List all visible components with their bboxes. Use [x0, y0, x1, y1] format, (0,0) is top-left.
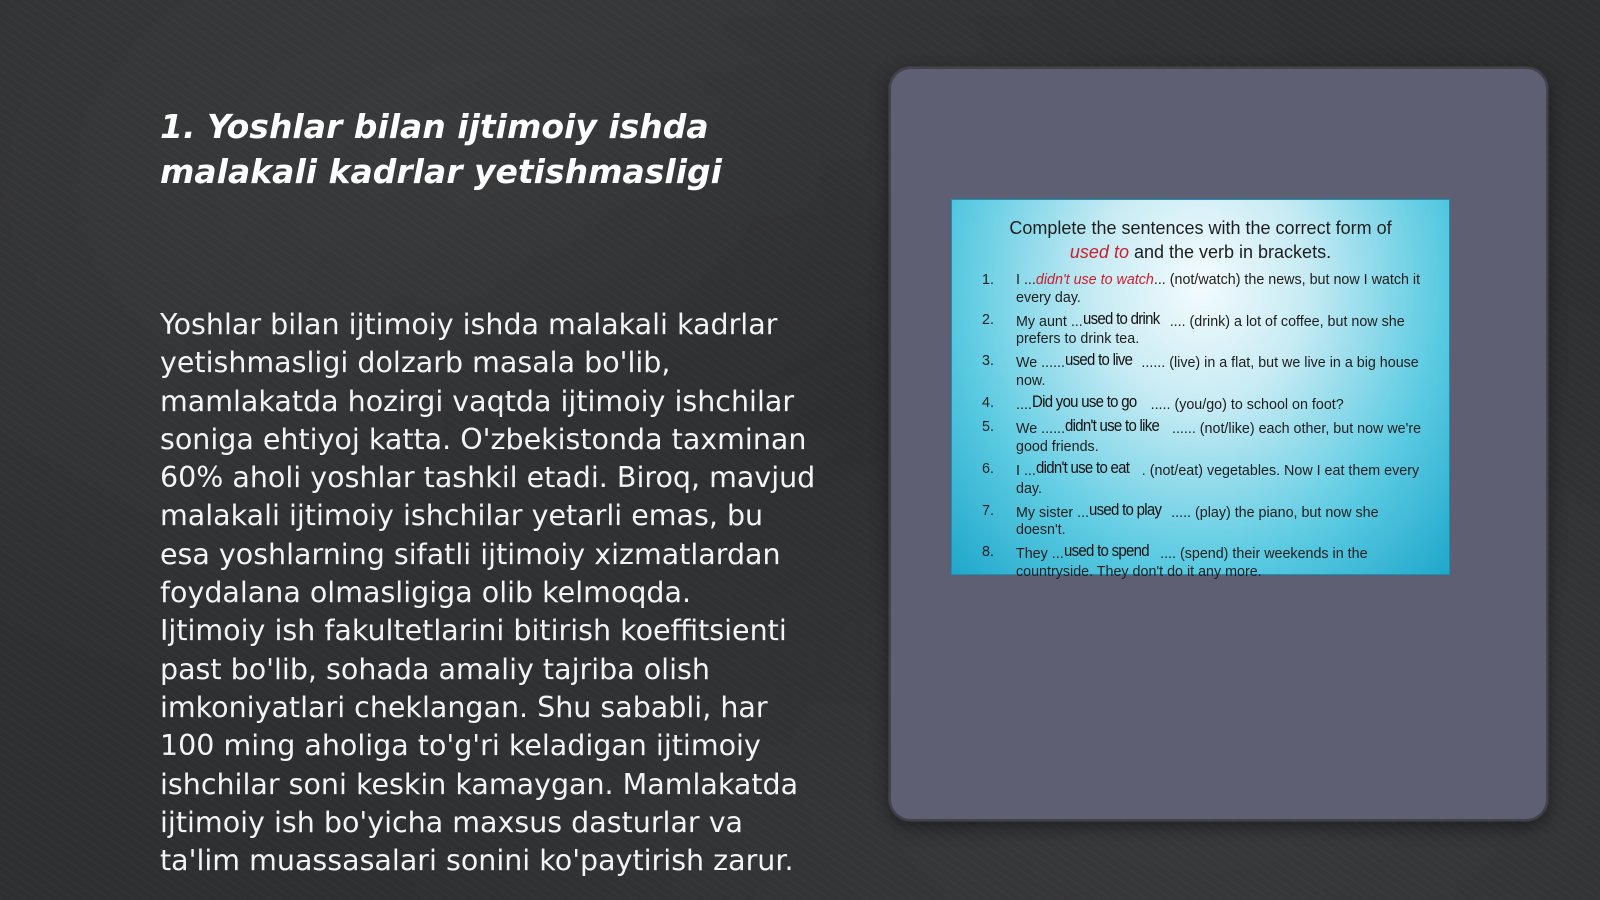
worksheet-item: [974, 350, 1427, 390]
worksheet-instructions: [974, 216, 1427, 264]
worksheet-instructions-keyword: used to: [1069, 242, 1129, 262]
item-answer-handwritten: Did you use to go: [1031, 392, 1137, 412]
item-suffix: ...... (not/like) each other, but now we're good friends.: [1016, 421, 1422, 455]
item-prefix: ....: [1016, 397, 1032, 414]
item-prefix: My aunt ...: [1016, 313, 1083, 330]
worksheet-item-number: 8.: [982, 544, 994, 561]
worksheet-item-text: [1016, 457, 1427, 498]
worksheet-instructions-line2: and the verb in brackets.: [1128, 242, 1332, 262]
item-prefix: We ......: [1016, 421, 1065, 438]
item-answer-handwritten: used to live: [1065, 350, 1133, 370]
worksheet-item-text: [1016, 308, 1427, 349]
worksheet-item-text: [1016, 416, 1427, 456]
worksheet-item-text: [1016, 350, 1427, 390]
worksheet-instructions-line1: Complete the sentences with the correct form of: [1009, 218, 1392, 238]
worksheet-item-number: 5.: [982, 419, 994, 436]
item-answer-example: didn't use to watch: [1035, 272, 1154, 288]
item-prefix: I ...: [1016, 462, 1036, 479]
slide-title: 1. Yoshlar bilan ijtimoiy ishda malakali kadrlar yetishmasligi: [160, 107, 722, 191]
worksheet-item-number: 4.: [982, 395, 994, 412]
worksheet-sentence-list: [974, 272, 1427, 582]
item-answer-handwritten: used to drink: [1082, 308, 1160, 328]
item-prefix: They ...: [1016, 546, 1064, 563]
worksheet-item-number: 2.: [982, 311, 994, 328]
worksheet-image: [951, 199, 1450, 580]
worksheet-item-text: [1016, 541, 1427, 581]
worksheet-item-number: 1.: [982, 272, 994, 288]
worksheet-item: [974, 272, 1427, 307]
item-prefix: I ...: [1016, 272, 1036, 288]
worksheet-item: [974, 499, 1427, 540]
worksheet-item-text: [1016, 392, 1427, 415]
slide-body-text: Yoshlar bilan ijtimoiy ishda malakali kadrlar yetishmasligi dolzarb masala bo'lib, mamlakatda hozirgi vaqtda ijtimoiy ishchilar soniga ehtiyoj katta. O'zbekistonda taxminan 60% aholi yoshlar tashkil etadi. Biroq, mavjud malakali ijtimoiy ishchilar yetarli emas, bu esa yoshlarning sifatli ijtimoiy xizmatlardan foydalana olmasligiga olib kelmoqda. Ijtimoiy ish fakultetlarini bitirish koeffitsienti past bo'lib, sohada amaliy tajriba olish imkoniyatlari cheklangan. Shu sababli, har 100 ming aholiga to'g'ri keladigan ijtimoiy ishchilar soni keskin kamaygan. Mamlakatda ijtimoiy ish bo'yicha maxsus dasturlar va ta'lim muassasalari sonini ko'paytirish zarur.: [160, 308, 816, 878]
worksheet-item: [974, 392, 1427, 415]
worksheet-item-number: 6.: [982, 460, 994, 477]
worksheet-item-number: 3.: [982, 353, 994, 370]
worksheet-item: [974, 457, 1427, 498]
item-answer-handwritten: didn't use to eat: [1035, 457, 1130, 477]
worksheet-item: [974, 416, 1427, 456]
worksheet-item: [974, 541, 1427, 581]
item-suffix: ..... (you/go) to school on foot?: [1150, 397, 1344, 414]
item-suffix: ...... (live) in a flat, but we live in a big house now.: [1016, 355, 1419, 390]
item-prefix: We ......: [1016, 355, 1065, 372]
worksheet-item-text: [1016, 499, 1427, 540]
worksheet-item: [974, 308, 1427, 349]
worksheet-item-text: [1016, 272, 1427, 307]
item-suffix: .... (spend) their weekends in the countryside. They don't do it any more.: [1016, 546, 1368, 580]
item-suffix: ..... (play) the piano, but now she doesn't.: [1016, 504, 1379, 539]
item-answer-handwritten: used to play: [1089, 499, 1162, 519]
item-prefix: My sister ...: [1016, 504, 1090, 521]
item-suffix: .... (drink) a lot of coffee, but now she prefers to drink tea.: [1016, 313, 1405, 348]
item-suffix: . (not/eat) vegetables. Now I eat them every day.: [1016, 462, 1420, 497]
worksheet-item-number: 7.: [982, 502, 994, 519]
item-answer-handwritten: didn't use to like: [1065, 416, 1160, 436]
item-suffix: ... (not/watch) the news, but now I watch it every day.: [1016, 272, 1421, 306]
item-answer-handwritten: used to spend: [1063, 541, 1149, 561]
